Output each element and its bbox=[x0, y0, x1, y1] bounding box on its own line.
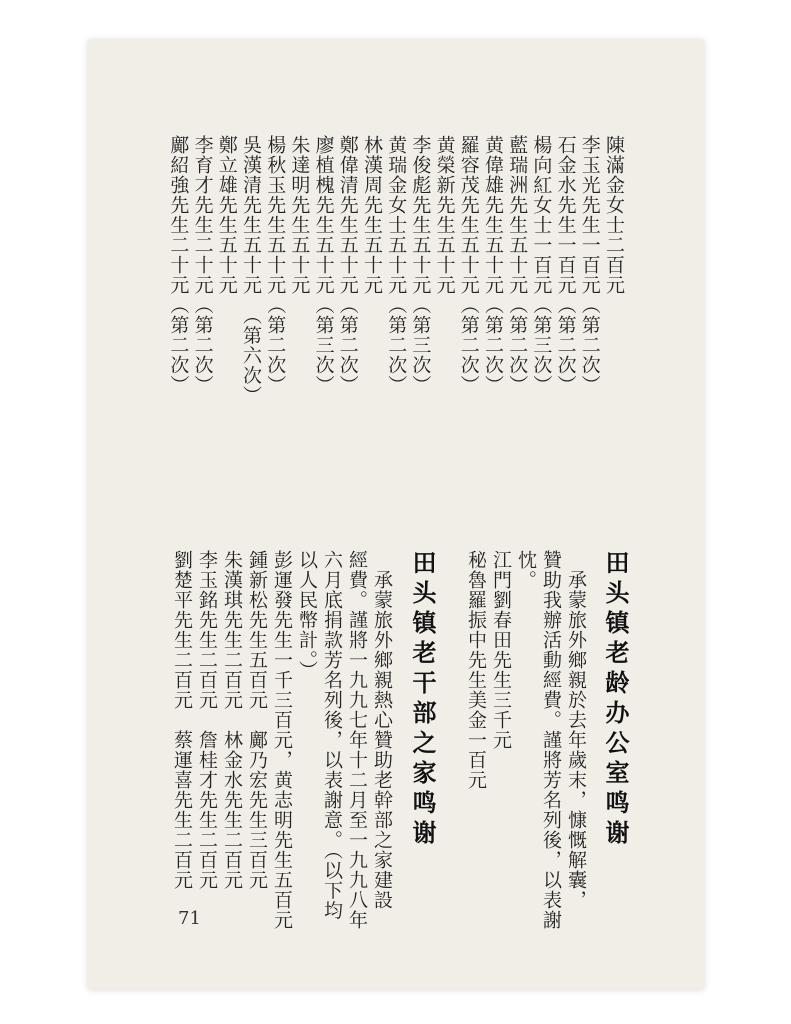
donor-entry: 黄偉雄先生五十元（第二次） bbox=[482, 135, 504, 395]
donor-entry: 鄺紹強先生二十元（第二次） bbox=[167, 135, 190, 395]
section-heading: 田头镇老龄办公室鸣谢 bbox=[601, 550, 629, 850]
paragraph-line: 以人民幣計。） bbox=[296, 550, 318, 681]
donor-entry: 林漢周先生五十元 bbox=[361, 135, 383, 295]
section-heading: 田头镇老干部之家鸣谢 bbox=[408, 550, 436, 850]
donor-entry: 李育才先生二十元（第二次） bbox=[191, 135, 214, 395]
paragraph-line: 忱。 bbox=[515, 550, 537, 590]
donor-entry: 江門劉春田先生三千元 bbox=[490, 550, 512, 750]
donor-entry: 李玉光先生一百元（第二次） bbox=[578, 135, 601, 395]
donor-entry: 黄榮新先生五十元 bbox=[433, 135, 456, 295]
donor-entry: 秘魯羅振中先生美金一百元 bbox=[465, 550, 487, 790]
donor-entry: 朱達明先生五十元 bbox=[288, 135, 311, 295]
donor-entry: 彭運發先生一千三百元，黄志明先生五百元 bbox=[271, 550, 293, 930]
paragraph-line: 贊助我辦活動經費。謹將芳名列後，以表謝 bbox=[540, 550, 562, 930]
donor-entry: 朱漢琪先生二百元 林金水先生二百元 bbox=[221, 550, 243, 890]
page-number: 71 bbox=[178, 908, 201, 929]
donor-entry: 楊秋玉先生五十元（第二次） bbox=[264, 135, 287, 395]
paragraph-line: 承蒙旅外鄉親於去年歲末，慷慨解囊， bbox=[565, 550, 587, 910]
donor-entry: 吳漢清先生五十元 （第六次） bbox=[240, 135, 262, 406]
donor-entry: 陳滿金女士二百元 bbox=[603, 135, 625, 295]
donor-entry: 鄭立雄先生五十元 bbox=[215, 135, 238, 295]
donor-entry: 羅容茂先生五十元（第二次） bbox=[457, 135, 480, 395]
book-page bbox=[88, 40, 704, 990]
donor-entry: 廖植槐先生五十元（第三次） bbox=[312, 135, 335, 395]
donor-entry: 黄瑞金女士五十元（第二次） bbox=[385, 135, 408, 395]
paragraph-line: 承蒙旅外鄉親熱心贊助老幹部之家建設 bbox=[371, 550, 393, 910]
paragraph-line: 六月底捐款芳名列後，以表謝意。（以下均 bbox=[321, 550, 343, 921]
donor-entry: 劉楚平先生二百元 蔡運喜先生二百元 bbox=[171, 550, 193, 890]
donor-entry: 楊向紅女士一百元（第三次） bbox=[530, 135, 553, 395]
donor-entry: 石金水先生一百元（第二次） bbox=[554, 135, 577, 395]
paragraph-line: 經費。謹將一九九七年十二月至一九九八年 bbox=[346, 550, 368, 930]
donor-entry: 李玉銘先生二百元 詹桂才先生二百元 bbox=[196, 550, 218, 890]
donor-entry: 鄭偉清先生五十元（第二次） bbox=[336, 135, 359, 395]
donor-entry: 鍾新松先生五百元 鄺乃宏先生三百元 bbox=[246, 550, 268, 890]
donor-entry: 藍瑞洲先生五十元（第二次） bbox=[506, 135, 529, 395]
donor-entry: 李俊彪先生五十元（第三次） bbox=[409, 135, 432, 395]
